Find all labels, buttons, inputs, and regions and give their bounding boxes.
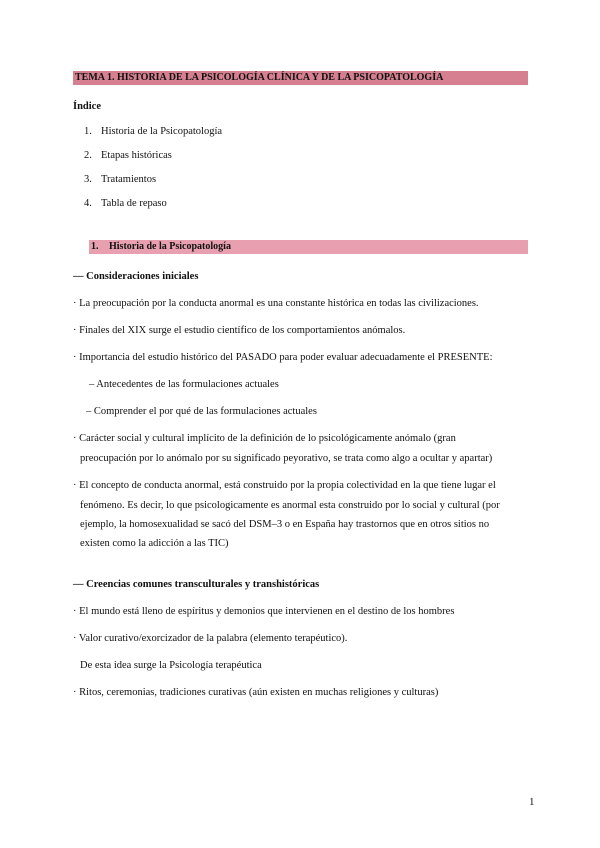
paragraph-line: preocupación por lo anómalo por su significado peyorativo, se trata como algo a ocultar y apartar) xyxy=(80,453,493,464)
index-heading: Índice xyxy=(73,101,102,112)
index-item xyxy=(84,174,156,187)
index-item-label: Tabla de repaso xyxy=(101,198,167,209)
index-item xyxy=(84,198,167,211)
index-item-number: 1. xyxy=(84,126,92,137)
paragraph: · Importancia del estudio histórico del PASADO para poder evaluar adecuadamente el PRESENTE: xyxy=(73,352,493,363)
paragraph: · Valor curativo/exorcizador de la palabra (elemento terapéutico). xyxy=(73,633,348,644)
index-item-number: 3. xyxy=(84,174,92,185)
paragraph: · Finales del XIX surge el estudio científico de los comportamientos anómalos. xyxy=(73,325,406,336)
section-heading xyxy=(89,240,528,254)
subsection-heading: — Consideraciones iniciales xyxy=(73,271,199,282)
sub-bullet: – Comprender el por qué de las formulaciones actuales xyxy=(86,406,317,417)
paragraph: · Ritos, ceremonias, tradiciones curativas (aún existen en muchas religiones y culturas) xyxy=(73,687,439,698)
paragraph-line: fenómeno. Es decir, lo que psicologicamente es anormal esta construido por lo social y cultural (por xyxy=(80,500,500,511)
index-item-label: Etapas históricas xyxy=(101,150,172,161)
paragraph: · El mundo está lleno de espíritus y demonios que intervienen en el destino de los hombres xyxy=(73,606,455,617)
index-item-label: Tratamientos xyxy=(101,174,157,185)
index-item xyxy=(84,126,222,139)
paragraph-line: existen como la adicción a las TIC) xyxy=(80,538,229,549)
document-title: TEMA 1. HISTORIA DE LA PSICOLOGÍA CLÍNICA Y DE LA PSICOPATOLOGÍA xyxy=(73,71,528,85)
page-number: 1 xyxy=(529,796,535,808)
index-item-label: Historia de la Psicopatología xyxy=(101,126,223,137)
paragraph-line: ejemplo, la homosexualidad se sacó del DSM–3 o en España hay trastornos que en otros sitios no xyxy=(80,519,490,530)
section-number: 1. xyxy=(91,241,99,252)
paragraph-line: · Carácter social y cultural implícito de la definición de lo psicológicamente anómalo (gran xyxy=(73,433,456,444)
paragraph: De esta idea surge la Psicología terapéutica xyxy=(80,660,262,671)
index-item xyxy=(84,150,172,163)
section-title: Historia de la Psicopatología xyxy=(109,241,231,252)
subsection-heading: — Creencias comunes transculturales y transhistóricas xyxy=(73,579,320,590)
paragraph-line: · El concepto de conducta anormal, está construido por la propia colectividad en la que tiene lugar el xyxy=(73,480,496,491)
index-item-number: 2. xyxy=(84,150,92,161)
index-item-number: 4. xyxy=(84,198,92,209)
paragraph: · La preocupación por la conducta anormal es una constante histórica en todas las civilizaciones. xyxy=(73,298,479,309)
sub-bullet: – Antecedentes de las formulaciones actuales xyxy=(89,379,279,390)
